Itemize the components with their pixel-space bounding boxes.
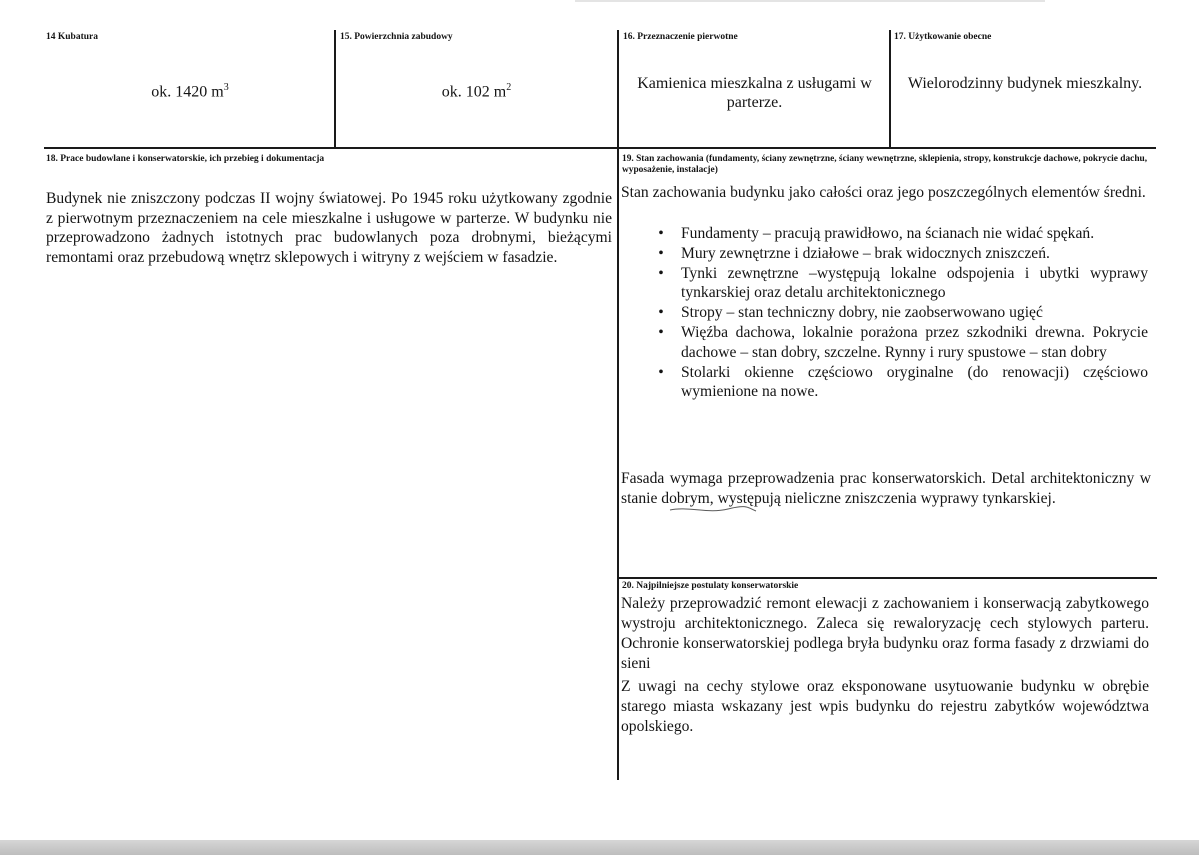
- cell-15-value-text: ok. 102 m: [441, 83, 507, 101]
- cell-15-value-unit-exponent: 2: [506, 82, 512, 93]
- bullet-item: [651, 264, 1148, 304]
- cell-19-header: 19. Stan zachowania (fundamenty, ściany zewnętrzne, ściany wewnętrzne, sklepienia, stropy, konstrukcje dachowe, pokrycie dachu, wyposażenie, instalacje): [622, 154, 1148, 175]
- handwritten-underline-mark: [668, 504, 758, 518]
- bullet-item: [651, 224, 1148, 244]
- cell-17-header: 17. Użytkowanie obecne: [894, 32, 992, 42]
- cell-19-intro: Stan zachowania budynku jako całości oraz jego poszczególnych elementów średni.: [621, 184, 1146, 201]
- cell-16-header: 16. Przeznaczenie pierwotne: [623, 32, 738, 42]
- scan-edge-top: [575, 0, 1045, 2]
- cell-18-text: Budynek nie zniszczony podczas II wojny światowej. Po 1945 roku użytkowany zgodnie z pierwotnym przeznaczeniem na cele mieszkalne i usługowe w parterze. W budynku nie przeprowadzono żadnych istotnych prac budowlanych poza drobnymi, bieżącymi remontami oraz przebudową wnętrz sklepowych i witryny z wejściem w fasadzie.: [46, 190, 612, 266]
- bullet-item: [651, 303, 1148, 323]
- bullet-item: [651, 244, 1148, 264]
- cell-14-value-unit-exponent: 3: [223, 82, 229, 93]
- bullet-text: Stropy – stan techniczny dobry, nie zaobserwowano ugięć: [681, 304, 1043, 322]
- cell-20-para2: Z uwagi na cechy stylowe oraz eksponowane usytuowanie budynku w obrębie starego miasta wskazany jest wpis budynku do rejestru zabytków województwa opolskiego.: [621, 678, 1149, 735]
- bullet-marker: •: [658, 264, 664, 282]
- divider-main: [617, 30, 619, 780]
- bullet-text: Fundamenty – pracują prawidłowo, na ścianach nie widać spękań.: [681, 225, 1095, 242]
- cell-15-header: 15. Powierzchnia zabudowy: [340, 32, 453, 42]
- cell-16-value: Kamienica mieszkalna z usługami w parterze.: [637, 75, 872, 111]
- cell-17-value: Wielorodzinny budynek mieszkalny.: [907, 75, 1143, 92]
- bullet-text: Więźba dachowa, lokalnie porażona przez szkodniki drewna. Pokrycie dachowe – stan dobry, szczelne. Rynny i rury spustowe – stan dobry: [681, 323, 1148, 361]
- bullet-text: Stolarki okienne częściowo oryginalne (do renowacji) częściowo wymienione na nowe.: [681, 363, 1148, 401]
- cell-20-para1: Należy przeprowadzić remont elewacji z zachowaniem i konserwacją zabytkowego wystroju architektonicznego. Zaleca się rewaloryzację cech stylowych parteru. Ochronie konserwatorskiej podlega bryła budynku oraz forma fasady z drzwiami do sieni: [621, 595, 1149, 672]
- cell-14-value-text: ok. 1420 m: [151, 83, 224, 101]
- cell-14-header: 14 Kubatura: [46, 32, 98, 42]
- bullet-text: Tynki zewnętrzne –występują lokalne odspojenia i ubytki wyprawy tynkarskiej oraz detalu architektonicznego: [681, 264, 1148, 302]
- bullet-marker: •: [658, 323, 664, 341]
- cell-19-bullet-list: [651, 224, 1148, 402]
- bullet-item: [651, 363, 1148, 403]
- divider-16-17: [889, 30, 891, 148]
- bullet-marker: •: [658, 225, 664, 242]
- row-divider-top: [44, 147, 1156, 149]
- bullet-text: Mury zewnętrzne i działowe – brak widocznych zniszczeń.: [681, 244, 1050, 262]
- bullet-marker: •: [658, 363, 664, 381]
- bullet-marker: •: [658, 244, 664, 262]
- cell-14-value: [46, 78, 334, 101]
- cell-18-header: 18. Prace budowlane i konserwatorskie, ich przebieg i dokumentacja: [46, 154, 325, 164]
- cell-15-value: [336, 78, 617, 101]
- bullet-marker: •: [658, 304, 664, 322]
- cell-19-closing: Fasada wymaga przeprowadzenia prac konserwatorskich. Detal architektoniczny w stanie dobrym, występują nieliczne zniszczenia wyprawy tynkarskiej.: [621, 470, 1151, 507]
- bullet-item: [651, 323, 1148, 363]
- row-divider-20: [617, 577, 1157, 579]
- cell-20-header: 20. Najpilniejsze postulaty konserwatorskie: [622, 581, 799, 591]
- scan-edge-bottom: [0, 840, 1199, 855]
